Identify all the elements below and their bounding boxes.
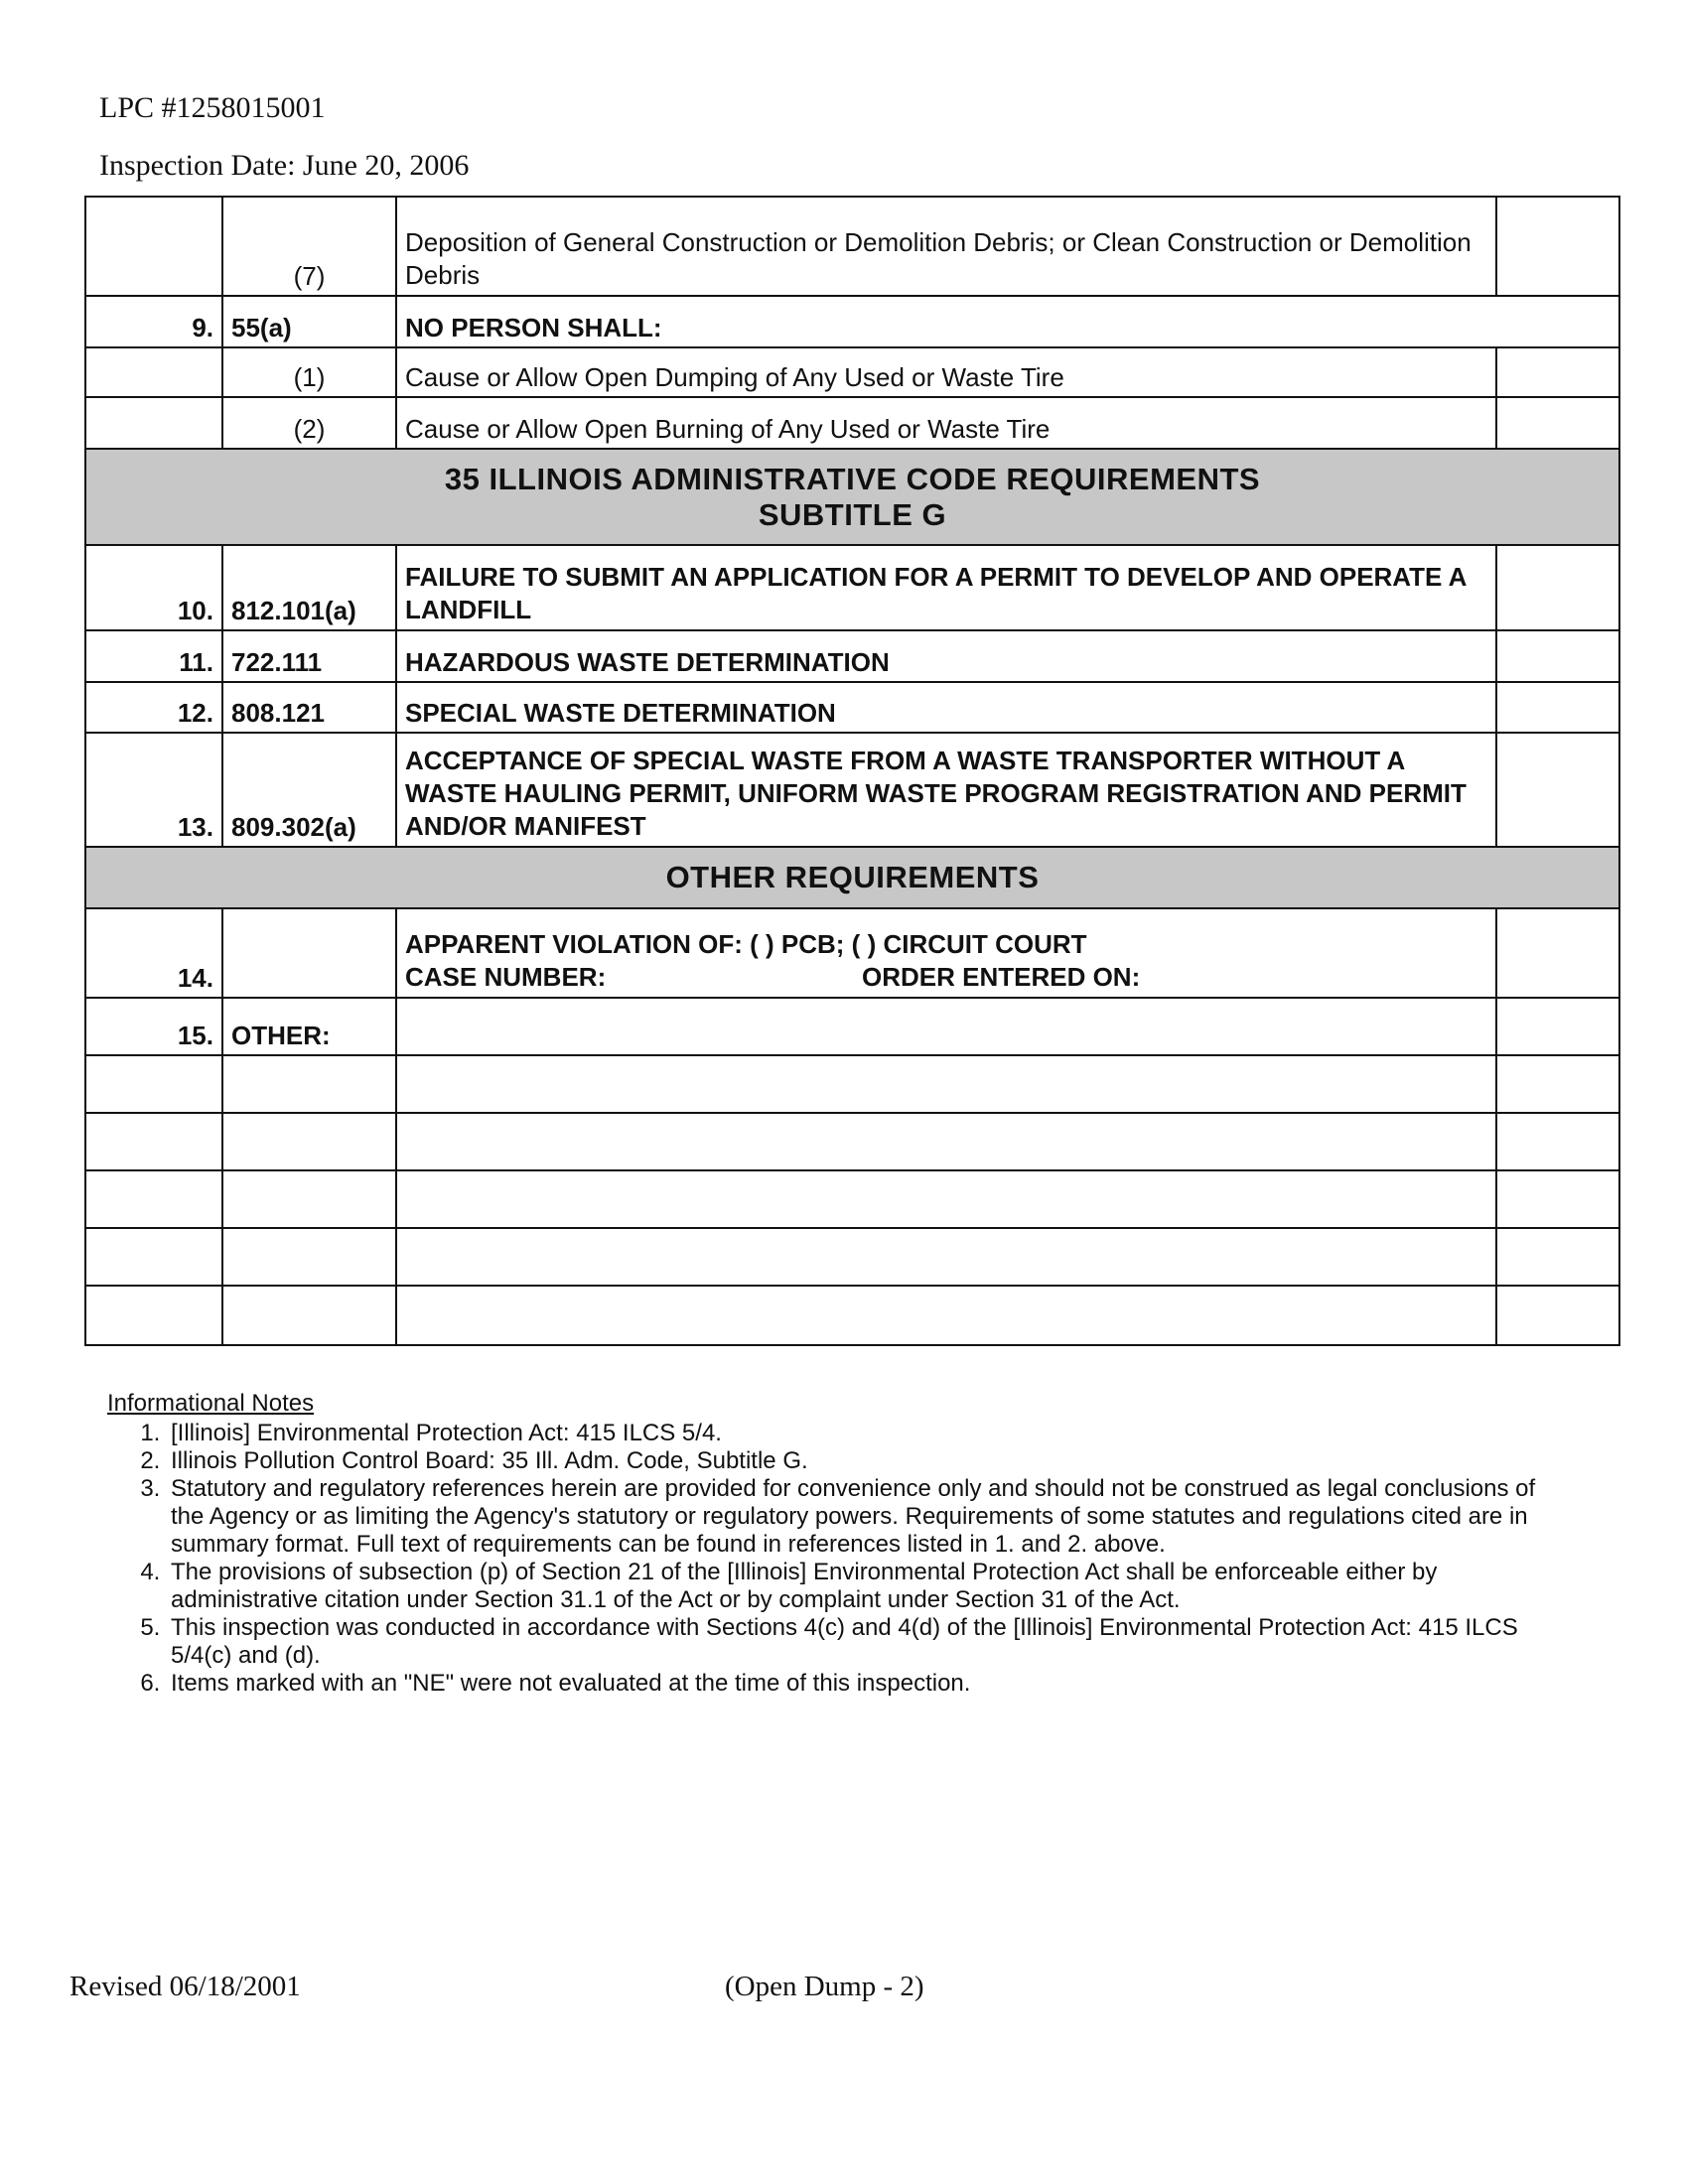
band-title: 35 ILLINOIS ADMINISTRATIVE CODE REQUIREMENTS <box>444 461 1261 496</box>
table-row <box>85 630 1619 682</box>
requirement-desc: Cause or Allow Open Dumping of Any Used or Waste Tire <box>396 347 1496 397</box>
section-ref: (2) <box>222 397 396 449</box>
blank-cell[interactable] <box>396 1170 1496 1228</box>
status-cell[interactable] <box>1496 908 1619 998</box>
item-number: 15. <box>85 998 222 1055</box>
notes-title: Informational Notes <box>107 1390 315 1417</box>
note-item: 4. The provisions of subsection (p) of Section 21 of the [Illinois] Environmental Protection Act shall be enforceable either by administrative citation under Section 31.1 of the Act or by complaint under Section 31 of the Act. <box>167 1559 1537 1614</box>
status-cell[interactable] <box>1496 630 1619 682</box>
status-cell[interactable] <box>1496 197 1619 296</box>
section-ref: 812.101(a) <box>222 545 396 630</box>
section-ref <box>222 908 396 998</box>
status-cell[interactable] <box>1496 1113 1619 1170</box>
requirement-desc: ACCEPTANCE OF SPECIAL WASTE FROM A WASTE TRANSPORTER WITHOUT A WASTE HAULING PERMIT, UNIFORM WASTE PROGRAM REGISTRATION AND PERMIT AND/OR MANIFEST <box>396 733 1496 847</box>
note-item: 1. [Illinois] Environmental Protection Act: 415 ILCS 5/4. <box>167 1420 1537 1447</box>
requirement-desc: NO PERSON SHALL: <box>396 296 1619 347</box>
inspection-date: Inspection Date: June 20, 2006 <box>99 149 470 182</box>
status-cell[interactable] <box>1496 1228 1619 1286</box>
table-row <box>85 1286 1619 1345</box>
table-row <box>85 347 1619 397</box>
blank-cell[interactable] <box>85 1113 222 1170</box>
table-row <box>85 908 1619 998</box>
status-cell[interactable] <box>1496 733 1619 847</box>
order-entered-label: ORDER ENTERED ON: <box>862 962 1141 992</box>
informational-notes <box>107 1390 1537 1698</box>
status-cell[interactable] <box>1496 545 1619 630</box>
case-line <box>405 961 1487 994</box>
blank-cell[interactable] <box>222 1228 396 1286</box>
blank-cell[interactable] <box>222 1170 396 1228</box>
section-ref: 55(a) <box>222 296 396 347</box>
table-row <box>85 682 1619 733</box>
section-band-other <box>85 847 1619 908</box>
blank-cell[interactable] <box>396 1113 1496 1170</box>
blank-cell[interactable] <box>222 1286 396 1345</box>
section-ref: 809.302(a) <box>222 733 396 847</box>
blank-cell[interactable] <box>222 1055 396 1113</box>
requirement-desc: FAILURE TO SUBMIT AN APPLICATION FOR A PERMIT TO DEVELOP AND OPERATE A LANDFILL <box>396 545 1496 630</box>
section-band-illinois-code <box>85 449 1619 545</box>
blank-cell[interactable] <box>85 1055 222 1113</box>
case-number-label: CASE NUMBER: <box>405 962 607 992</box>
status-cell[interactable] <box>1496 682 1619 733</box>
requirement-desc: HAZARDOUS WASTE DETERMINATION <box>396 630 1496 682</box>
band-subtitle: SUBTITLE G <box>758 496 947 532</box>
table-row <box>85 545 1619 630</box>
item-number: 14. <box>85 908 222 998</box>
table-row <box>85 197 1619 296</box>
band-title: OTHER REQUIREMENTS <box>85 847 1619 908</box>
blank-cell[interactable] <box>396 1055 1496 1113</box>
table-row <box>85 1228 1619 1286</box>
item-number <box>85 397 222 449</box>
section-ref: 722.111 <box>222 630 396 682</box>
item-number: 9. <box>85 296 222 347</box>
table-row <box>85 998 1619 1055</box>
section-ref: (7) <box>222 197 396 296</box>
item-number: 13. <box>85 733 222 847</box>
status-cell[interactable] <box>1496 1170 1619 1228</box>
status-cell[interactable] <box>1496 1286 1619 1345</box>
violation-line: APPARENT VIOLATION OF: ( ) PCB; ( ) CIRCUIT COURT <box>405 929 1087 959</box>
status-cell[interactable] <box>1496 998 1619 1055</box>
table-row <box>85 1055 1619 1113</box>
blank-cell[interactable] <box>396 1228 1496 1286</box>
table-row <box>85 1113 1619 1170</box>
blank-cell[interactable] <box>222 1113 396 1170</box>
requirement-desc[interactable] <box>396 998 1496 1055</box>
blank-cell[interactable] <box>85 1170 222 1228</box>
status-cell[interactable] <box>1496 397 1619 449</box>
item-number: 10. <box>85 545 222 630</box>
section-ref: (1) <box>222 347 396 397</box>
page-reference: (Open Dump - 2) <box>725 1971 924 2002</box>
requirement-desc: Cause or Allow Open Burning of Any Used or Waste Tire <box>396 397 1496 449</box>
section-ref: OTHER: <box>222 998 396 1055</box>
table-row <box>85 1170 1619 1228</box>
note-item: 6. Items marked with an "NE" were not evaluated at the time of this inspection. <box>167 1670 1537 1698</box>
section-ref: 808.121 <box>222 682 396 733</box>
blank-cell[interactable] <box>396 1286 1496 1345</box>
item-number: 11. <box>85 630 222 682</box>
notes-list <box>107 1420 1537 1698</box>
lpc-number: LPC #1258015001 <box>99 91 326 124</box>
requirements-table <box>84 196 1620 1346</box>
table-row <box>85 733 1619 847</box>
note-item: 5. This inspection was conducted in accordance with Sections 4(c) and 4(d) of the [Illinois] Environmental Protection Act: 415 ILCS 5/4(c) and (d). <box>167 1614 1537 1670</box>
requirement-desc: Deposition of General Construction or Demolition Debris; or Clean Construction or Demolition Debris <box>396 197 1496 296</box>
requirement-desc: SPECIAL WASTE DETERMINATION <box>396 682 1496 733</box>
item-number: 12. <box>85 682 222 733</box>
status-cell[interactable] <box>1496 347 1619 397</box>
note-item: 2. Illinois Pollution Control Board: 35 Ill. Adm. Code, Subtitle G. <box>167 1447 1537 1475</box>
item-number <box>85 347 222 397</box>
revised-date: Revised 06/18/2001 <box>70 1971 301 2002</box>
table-row <box>85 296 1619 347</box>
requirement-desc <box>396 908 1496 998</box>
status-cell[interactable] <box>1496 1055 1619 1113</box>
note-item: 3. Statutory and regulatory references herein are provided for convenience only and should not be construed as legal conclusions of the Agency or as limiting the Agency's statutory or regulatory powers. Requirements of some statutes and regulations cited are in summary format. Full text of requirements can be found in references listed in 1. and 2. above. <box>167 1475 1537 1559</box>
table-row <box>85 397 1619 449</box>
item-number <box>85 197 222 296</box>
blank-cell[interactable] <box>85 1228 222 1286</box>
blank-cell[interactable] <box>85 1286 222 1345</box>
